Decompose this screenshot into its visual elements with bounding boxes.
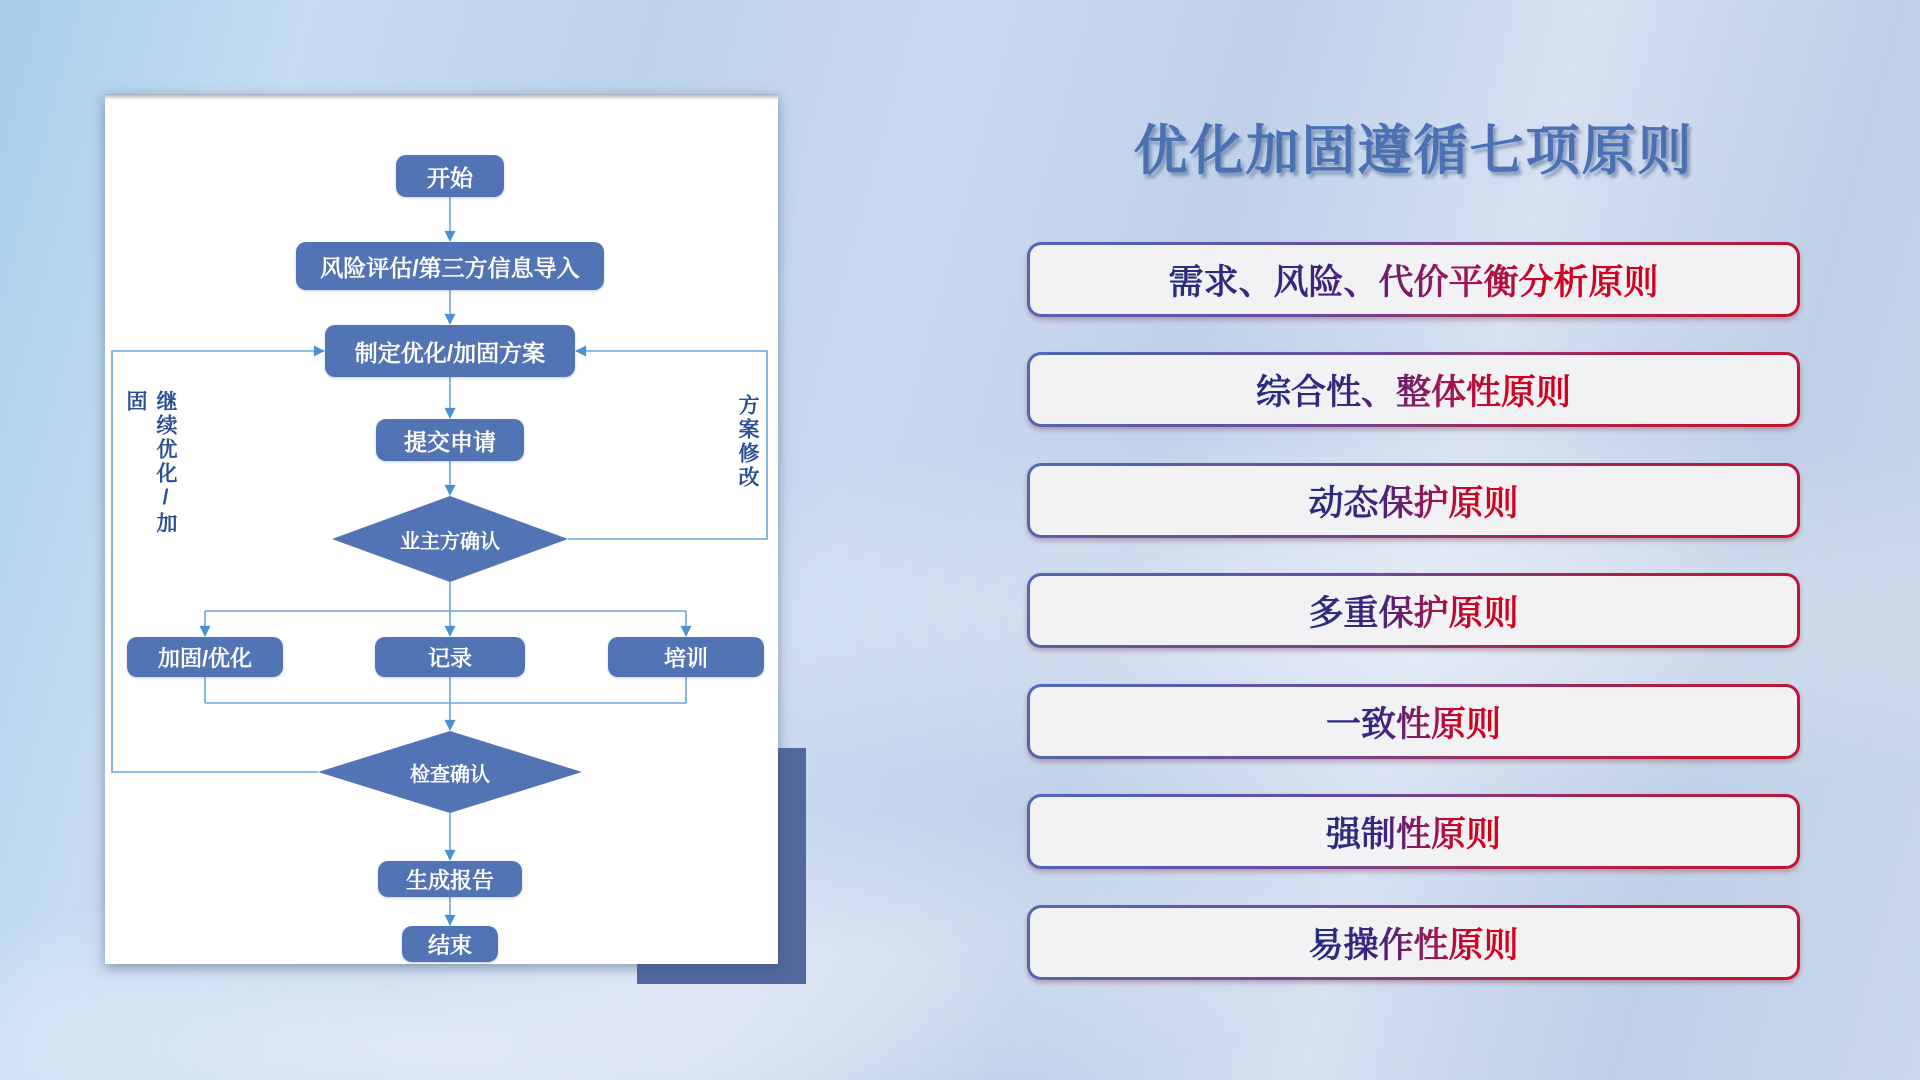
flow-node-end: 结束 <box>402 926 498 962</box>
principle-text-3: 动态保护原则 <box>1308 476 1518 526</box>
flow-node-submit-request: 提交申请 <box>376 419 524 461</box>
flow-node-training: 培训 <box>608 637 764 677</box>
principle-text-1: 需求、风险、代价平衡分析原则 <box>1168 255 1658 305</box>
principle-text-5: 一致性原则 <box>1326 697 1501 747</box>
principle-box-6 <box>1027 794 1800 869</box>
principle-box-3 <box>1027 463 1800 538</box>
principle-text-7: 易操作性原则 <box>1308 918 1518 968</box>
flow-decision-check-confirm: 检查确认 <box>410 763 490 786</box>
flowchart-card <box>105 94 778 964</box>
flow-node-record: 记录 <box>375 637 525 677</box>
flow-decision-owner-confirm: 业主方确认 <box>400 530 500 553</box>
flow-node-start: 开始 <box>396 155 504 197</box>
flow-node-make-plan: 制定优化/加固方案 <box>325 325 575 377</box>
principle-box-4 <box>1027 573 1800 648</box>
principle-box-1 <box>1027 242 1800 317</box>
principle-box-2 <box>1027 352 1800 427</box>
edge-label-continue-optimize: 继续优化/加固 <box>124 390 177 536</box>
flow-node-reinforce-optimize: 加固/优化 <box>127 637 283 677</box>
principle-text-2: 综合性、整体性原则 <box>1256 365 1571 415</box>
principle-box-5 <box>1027 684 1800 759</box>
principle-box-7 <box>1027 905 1800 980</box>
page-title: 优化加固遵循七项原则 <box>1133 121 1694 181</box>
edge-label-plan-revision: 方案修改 <box>736 394 759 490</box>
flow-node-generate-report: 生成报告 <box>378 861 522 897</box>
flow-node-risk-assessment: 风险评估/第三方信息导入 <box>296 242 604 290</box>
principle-text-6: 强制性原则 <box>1326 807 1501 857</box>
principle-text-4: 多重保护原则 <box>1308 586 1518 636</box>
